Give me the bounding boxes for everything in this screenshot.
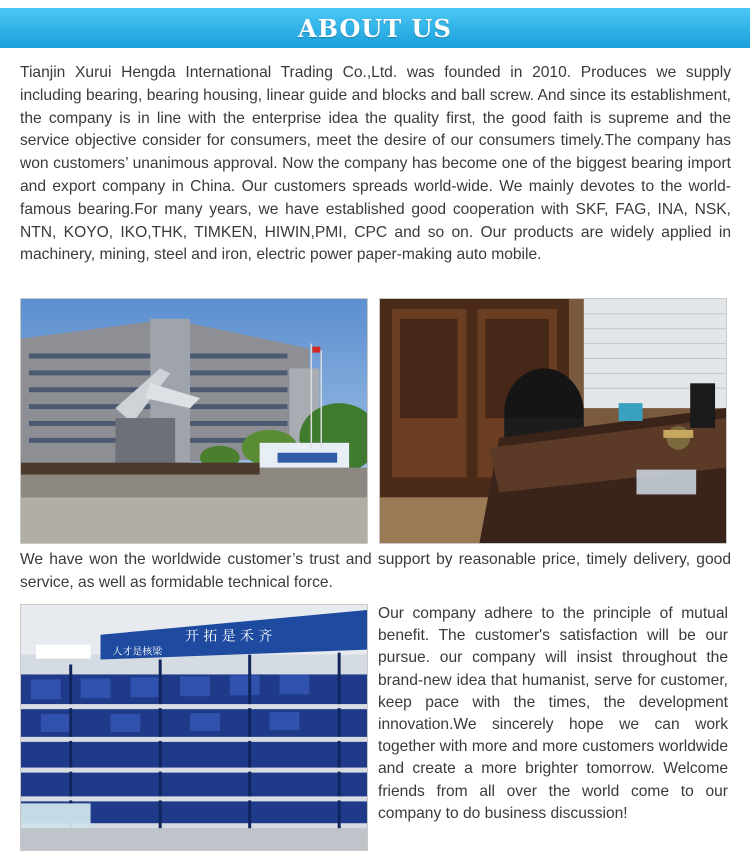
warehouse-photo — [20, 604, 368, 851]
section-header-bar — [0, 8, 750, 48]
section-title: ABOUT US — [298, 13, 452, 43]
intro-paragraph: Tianjin Xurui Hengda International Trading Co.,Ltd. was founded in 2010. Produces we supply including bearing, bearing housing, linear guide and blocks and ball screw. And since its establishment, the company is in line with the enterprise idea the quality first, the good faith is supreme and the service objective consider for consumers, meet the desire of our consumers timely.The company has won customers’ unanimous approval. Now the company has become one of the biggest bearing import and export company in China. Our customers spreads world-wide. We mainly devotes to the world-famous bearing.For many years, we have established good cooperation with SKF, FAG, INA, NSK, NTN, KOYO, IKO,THK, TIMKEN, HIWIN,PMI, CPC and so on. Our products are widely applied in machinery, mining, steel and iron, electric power paper-making auto mobile. — [20, 64, 731, 264]
warehouse-banner-left-text: 人才是核梁 — [112, 646, 163, 658]
office-photo — [379, 298, 727, 544]
mutual-benefit-paragraph: Our company adhere to the principle of mutual benefit. The customer's satisfaction will be our pursue. our company will insist throughout the brand-new idea that humanist, serve for customer, keep pace with the times, the development innovation.We sincerely hope we can work together with more and more customers worldwide and create a more brighter tomorrow. Welcome friends from all over the world come to our company to do business discussion! — [378, 605, 728, 822]
warehouse-banner-text: 开 拓 是 禾 齐 — [185, 628, 273, 645]
company-building-photo — [20, 298, 368, 544]
trust-paragraph: We have won the worldwide customer’s trust and support by reasonable price, timely delivery, good service, as well as formidable technical force. — [20, 551, 731, 591]
